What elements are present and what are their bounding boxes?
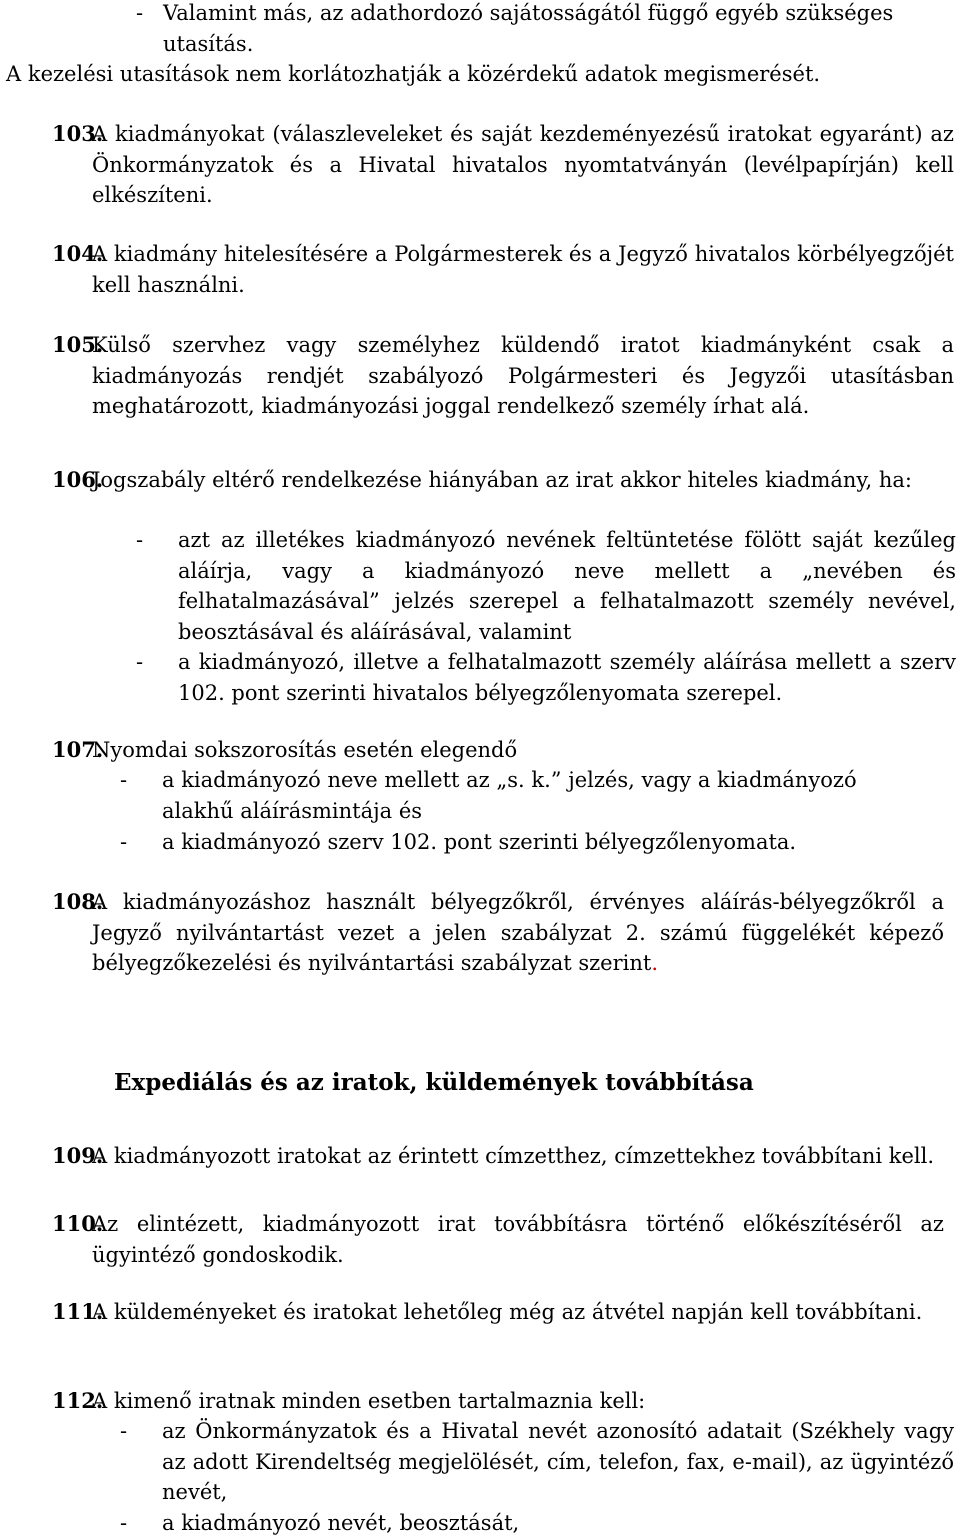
item-text: Nyomdai sokszorosítás esetén elegendő [92, 738, 518, 762]
item-110 [0, 1209, 960, 1273]
item-text-content: A kiadmányozáshoz használt bélyegzőkről, érvényes aláírás-bélyegzőkről a Jegyző nyilvántartást vezet a jelen szabályzat 2. számú függelékét képező bélyegzőkezelési és nyilvántartási szabályzat szerint [92, 890, 944, 975]
item-109 [0, 1141, 960, 1205]
item-105 [0, 330, 960, 425]
item-text [92, 887, 944, 979]
list-item: a kiadmányozó szerv 102. pont szerinti bélyegzőlenyomata. [162, 830, 797, 854]
dash-marker: - [136, 528, 144, 552]
item-number: 103. [52, 121, 104, 146]
item-text: A kiadmány hitelesítésére a Polgármesterek és a Jegyző hivatalos körbélyegzőjét kell használni. [92, 242, 954, 297]
item-number: 106. [52, 467, 104, 492]
paragraph: A kezelési utasítások nem korlátozhatják a közérdekű adatok megismerését. [6, 62, 821, 86]
item-text: A kiadmányokat (válaszleveleket és saját kezdeményezésű iratokat egyaránt) az Önkormányzatok és a Hivatal hivatalos nyomtatványán (levélpapírján) kell elkészíteni. [92, 122, 954, 207]
item-number: 108. [52, 889, 104, 914]
item-111 [0, 1297, 960, 1361]
item-number: 107. [52, 737, 104, 762]
item-108 [0, 887, 960, 982]
item-number: 111. [52, 1299, 104, 1324]
list-item: a kiadmányozó, illetve a felhatalmazott személy aláírása mellett a szerv 102. pont szerinti hivatalos bélyegzőlenyomata szerepel. [178, 650, 956, 705]
item-number: 110. [52, 1211, 104, 1236]
list-item-text: Valamint más, az adathordozó sajátosságától függő egyéb szükséges [163, 1, 894, 25]
dash-marker: - [120, 1511, 128, 1535]
dash-marker: - [120, 768, 128, 792]
dash-marker: - [136, 650, 144, 674]
item-text: A kimenő iratnak minden esetben tartalmaznia kell: [92, 1389, 646, 1413]
item-text: A küldeményeket és iratokat lehetőleg még az átvétel napján kell továbbítani. [92, 1300, 923, 1324]
red-period: . [651, 951, 658, 975]
item-number: 112. [52, 1388, 104, 1413]
item-number: 109. [52, 1143, 104, 1168]
item-number: 104. [52, 241, 104, 266]
dash-marker: - [120, 830, 128, 854]
item-107 [0, 735, 960, 860]
item-text: Külső szervhez vagy személyhez küldendő iratot kiadmányként csak a kiadmányozás rendjét szabályozó Polgármesteri és Jegyzői utasításban meghatározott, kiadmányozási joggal rendelkező személy írhat alá. [92, 333, 954, 418]
section-heading: Expediálás és az iratok, küldemények továbbítása [114, 1069, 754, 1096]
list-item-text: utasítás. [163, 31, 254, 56]
item-text: Az elintézett, kiadmányozott irat továbbításra történő előkészítéséről az ügyintéző gondoskodik. [92, 1212, 944, 1267]
dash-marker: - [120, 1419, 128, 1443]
item-112 [0, 1386, 960, 1539]
item-number: 105. [52, 332, 104, 357]
list-item: az Önkormányzatok és a Hivatal nevét azonosító adatait (Székhely vagy az adott Kirendeltség megjelölését, cím, telefon, fax, e-mail), az ügyintéző nevét, [162, 1419, 954, 1504]
item-104 [0, 239, 960, 303]
item-106 [0, 465, 960, 715]
item-text: A kiadmányozott iratokat az érintett címzetthez, címzettekhez továbbítani kell. [92, 1144, 935, 1168]
dash-marker: - [136, 1, 144, 25]
item-103 [0, 119, 960, 214]
list-item: a kiadmányozó neve mellett az „s. k.” jelzés, vagy a kiadmányozó alakhű aláírásmintája és [162, 768, 857, 823]
list-item [163, 0, 953, 59]
list-item: a kiadmányozó nevét, beosztását, [162, 1511, 520, 1535]
item-text: Jogszabály eltérő rendelkezése hiányában az irat akkor hiteles kiadmány, ha: [92, 468, 912, 492]
list-item: azt az illetékes kiadmányozó nevének feltüntetése fölött saját kezűleg aláírja, vagy a kiadmányozó neve mellett a „nevében és felhatalmazásával” jelzés szerepel a felhatalmazott személy nevével, beosztásával és aláírásával, valamint [178, 528, 956, 644]
